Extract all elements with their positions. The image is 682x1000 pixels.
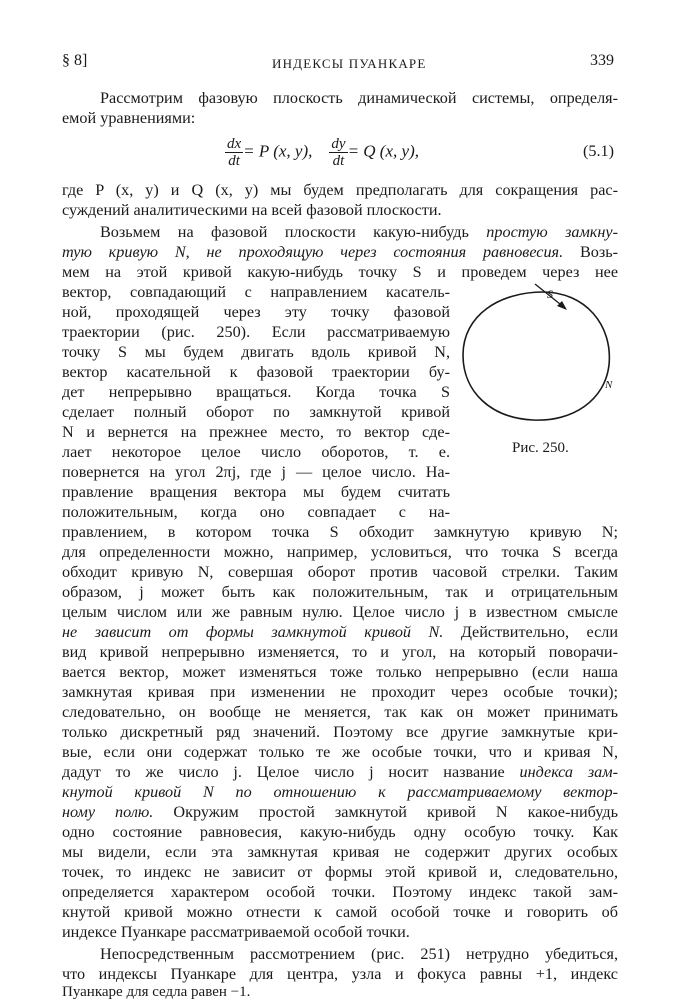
text-line: дадут то же число j. Целое число j носит название индекса зам- bbox=[62, 763, 618, 781]
text-line: вектор, совпадающий с направлением касатель- bbox=[62, 283, 450, 301]
text-line: что индексы Пуанкаре для центра, узла и фокуса равны +1, индекс bbox=[62, 965, 618, 983]
text-line: емой уравнениями: bbox=[62, 109, 196, 127]
text-line: Непосредственным рассмотрением (рис. 251) нетрудно убедиться, bbox=[100, 945, 618, 963]
text-line: правлением, в котором точка S обходит замкнутую кривую N; bbox=[62, 523, 618, 541]
equation: $\frac{dx}{dt}$ = P (x, y), $\frac{dy}{dt}$ = Q (x, y), bbox=[227, 136, 419, 169]
text-line: кнутой кривой можно отнести к самой особой точке и говорить об bbox=[62, 903, 618, 921]
text-line: вые, если они содержат только те же особые точки, что и кривая N, bbox=[62, 743, 618, 761]
text-line: точку S мы будем двигать вдоль кривой N, bbox=[62, 343, 450, 361]
text-line: точек, то индекс не зависит от формы этой кривой и, следовательно, bbox=[62, 863, 618, 881]
text-line: для определенности можно, например, условиться, что точка S всегда bbox=[62, 543, 618, 561]
running-head: ИНДЕКСЫ ПУАНКАРЕ bbox=[272, 56, 427, 71]
text-line: Возьмем на фазовой плоскости какую-нибудь простую замкну- bbox=[100, 223, 618, 241]
text-line: следовательно, он вообще не меняется, так как он может принимать bbox=[62, 703, 618, 721]
text-line: дет непрерывно вращаться. Когда точка S bbox=[62, 383, 450, 401]
text-line: вектор касательной к фазовой траектории бу- bbox=[62, 363, 450, 381]
text-line: где P (x, y) и Q (x, y) мы будем предполагать для сокращения рас- bbox=[62, 181, 618, 199]
text-line: мем на этой кривой какую-нибудь точку S и проведем через нее bbox=[62, 263, 618, 281]
text-line: определяется характером особой точки. Поэтому индекс такой зам- bbox=[62, 883, 618, 901]
text-line: не зависит от формы замкнутой кривой N. Действительно, если bbox=[62, 623, 618, 641]
text-line: N и вернется на прежнее место, то вектор сде- bbox=[62, 423, 450, 441]
label-n: N bbox=[605, 379, 613, 391]
text-line: кнутой кривой N по отношению к рассматриваемому вектор- bbox=[62, 783, 618, 801]
figure-caption: Рис. 250. bbox=[512, 440, 569, 456]
closed-curve-n bbox=[463, 292, 609, 420]
text-line: замкнутая кривая при изменении не проходит через особые точки); bbox=[62, 683, 618, 701]
figure-closed-curve bbox=[455, 280, 625, 430]
text-line: вид кривой непрерывно изменяется, то и угол, на который поворачи- bbox=[62, 643, 618, 661]
section-mark: § 8] bbox=[62, 52, 88, 69]
text-line: суждений аналитическими на всей фазовой плоскости. bbox=[62, 201, 442, 219]
text-line: положительным, когда оно совпадает с на- bbox=[62, 503, 450, 521]
text-line: обходит кривую N, совершая оборот против часовой стрелки. Таким bbox=[62, 563, 618, 581]
fraction-dy-dt: $\frac{dy}{dt}$ bbox=[331, 136, 346, 169]
text-line: ному полю. Окружим простой замкнутой кривой N какое-нибудь bbox=[62, 803, 618, 821]
text-line: целым числом или же равным нулю. Целое число j в известном смысле bbox=[62, 603, 618, 621]
text-line: Рассмотрим фазовую плоскость динамической системы, определя- bbox=[100, 89, 618, 107]
text-line: ной, проходящей через эту точку фазовой bbox=[62, 303, 450, 321]
text-line: образом, j может быть как положительным, так и отрицательным bbox=[62, 583, 618, 601]
text-line: Пуанкаре для седла равен −1. bbox=[62, 984, 251, 1000]
text-line: правление вращения вектора мы будем считать bbox=[62, 483, 450, 501]
text-line: сделает полный оборот по замкнутой кривой bbox=[62, 403, 450, 421]
text-line: тую кривую N, не проходящую через состояния равновесия. Возь- bbox=[62, 243, 618, 261]
text-line: индексе Пуанкаре рассматриваемой особой точки. bbox=[62, 923, 410, 941]
text-line: повернется на угол 2πj, где j — целое число. На- bbox=[62, 463, 450, 481]
text-line: вается вектор, может изменяться тоже только непрерывно (если наша bbox=[62, 663, 618, 681]
text-line: мы видели, если эта замкнутая кривая не содержит других особых bbox=[62, 843, 618, 861]
text-line: одно состояние равновесия, какую-нибудь одну особую точку. Как bbox=[62, 823, 618, 841]
equation-number: (5.1) bbox=[583, 142, 615, 160]
page-number: 339 bbox=[590, 52, 614, 69]
label-s: S bbox=[547, 287, 553, 301]
text-line: лает некоторое целое число оборотов, т. е. bbox=[62, 443, 450, 461]
text-line: траектории (рис. 250). Если рассматриваемую bbox=[62, 323, 450, 341]
text-line: только дискретный ряд значений. Поэтому все другие замкнутые кри- bbox=[62, 723, 618, 741]
fraction-dx-dt: $\frac{dx}{dt}$ bbox=[227, 136, 242, 169]
